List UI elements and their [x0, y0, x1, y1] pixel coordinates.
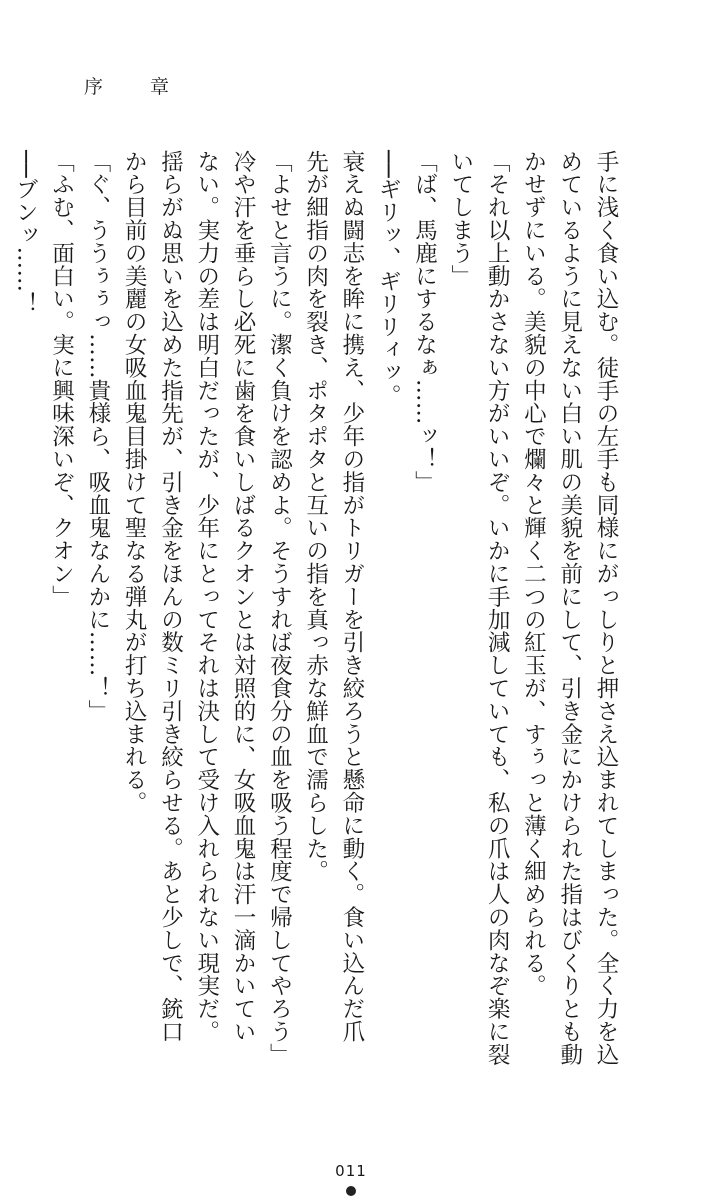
text-line: 冷や汗を垂らし必死に歯を食いしばるクオンとは対照的に、女吸血鬼は汗一滴かいてい: [230, 150, 257, 1044]
text-line: 「それ以上動かさない方がいいぞ。いかに手加減していても、私の爪は人の肉なぞ楽に裂: [484, 150, 511, 1066]
text-line: 「よせと言うに。潔く負けを認めよ。そうすれば夜食分の血を吸う程度で帰してやろう」: [266, 150, 293, 1066]
text-line: から目前の美麗の女吸血鬼目掛けて聖なる弾丸が打ち込まれる。: [121, 150, 148, 815]
text-line: かせずにいる。美貌の中心で爛々と輝く二つの紅玉が、すぅっと薄く細められる。: [520, 150, 547, 998]
text-line: ない。実力の差は明白だったが、少年にとってそれは決して受け入れられない現実だ。: [193, 150, 220, 1044]
text-line: ──ギリッ、ギリリィッ。: [375, 150, 402, 407]
text-line: 「ぐ、ううぅぅっ……貴様ら、吸血鬼なんかに……！」: [84, 150, 111, 723]
text-line: 「ふむ、面白い。実に興味深いぞ、クオン」: [48, 150, 75, 608]
text-line: ──ブンッ……！: [12, 150, 39, 316]
text-line: 手に浅く食い込む。徒手の左手も同様にがっしりと押さえ込まれてしまった。全く力を込: [593, 150, 619, 1066]
text-line: 先が細指の肉を裂き、ポタポタと互いの指を真っ赤な鮮血で濡らした。: [302, 150, 329, 883]
chapter-title: 序 章: [84, 76, 184, 98]
text-line: めているように見えない白い肌の美貌を前にして、引き金にかけられた指はびくりとも動: [556, 150, 583, 1066]
text-line: 衰えぬ闘志を眸に携え、少年の指がトリガーを引き絞ろうと懸命に動く。食い込んだ爪: [338, 150, 365, 1044]
text-line: 揺らがぬ思いを込めた指先が、引き金をほんの数ミリ引き絞らせる。あと少しで、銃口: [157, 150, 184, 1044]
body-text-column-block: [7, 150, 624, 1066]
text-line: いてしまう」: [447, 150, 474, 288]
page-dot-ornament: [346, 1186, 356, 1196]
page-number: 011: [335, 1162, 367, 1180]
text-line: 「ば、馬鹿にするなぁ……ッ！」: [411, 150, 438, 494]
